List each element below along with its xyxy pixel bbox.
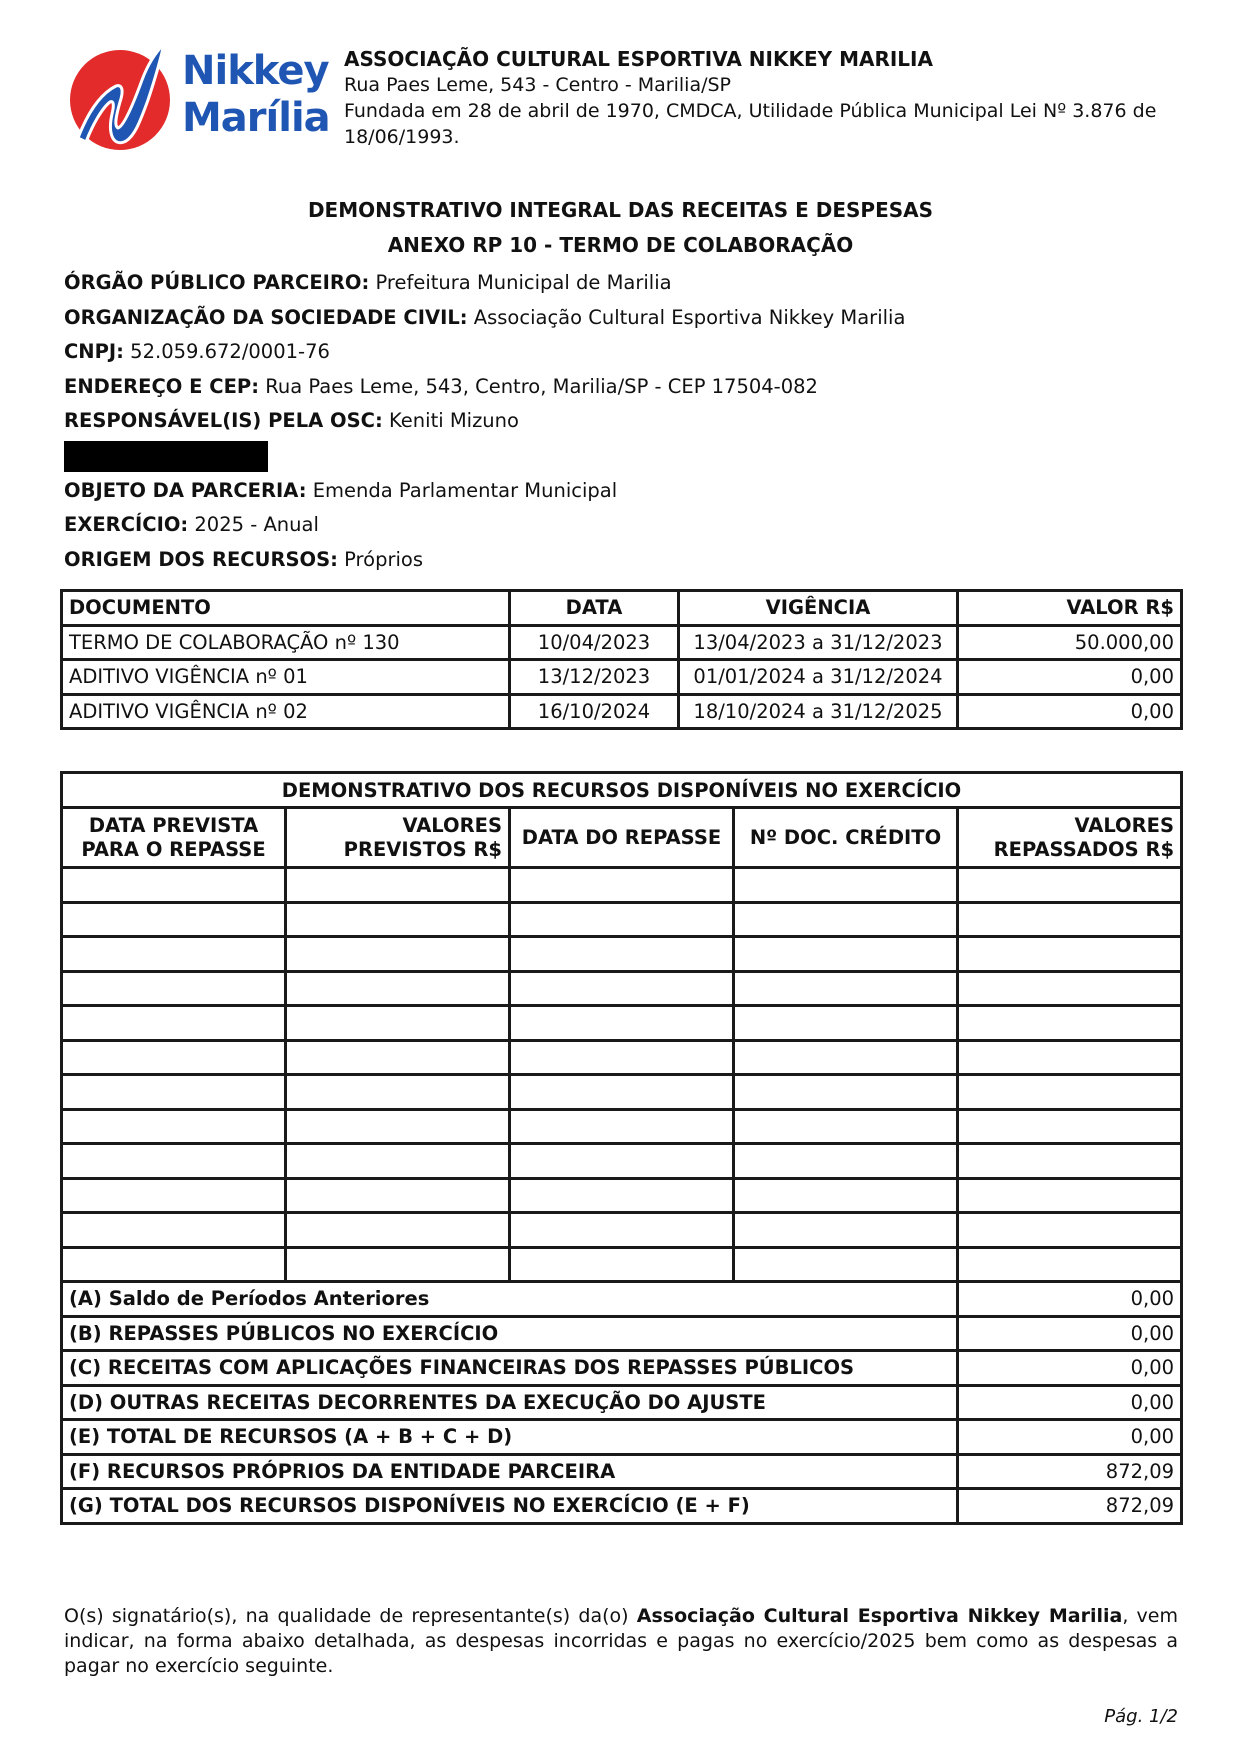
empty-cell bbox=[510, 1075, 734, 1110]
field-label: ÓRGÃO PÚBLICO PARCEIRO: bbox=[64, 271, 370, 294]
documents-table-header bbox=[62, 591, 1182, 626]
empty-cell bbox=[510, 1178, 734, 1213]
column-header: DATA DO REPASSE bbox=[510, 808, 734, 868]
column-header: VIGÊNCIA bbox=[679, 591, 958, 626]
empty-cell bbox=[734, 1075, 958, 1110]
summary-value: 0,00 bbox=[958, 1420, 1182, 1455]
organization-logo bbox=[64, 42, 336, 154]
empty-cell bbox=[958, 1144, 1182, 1179]
empty-cell bbox=[62, 868, 286, 903]
summary-value: 872,09 bbox=[958, 1489, 1182, 1524]
document-validity: 13/04/2023 a 31/12/2023 bbox=[679, 625, 958, 660]
empty-cell bbox=[510, 902, 734, 937]
column-header: DATA bbox=[510, 591, 679, 626]
empty-cell bbox=[510, 1006, 734, 1041]
note-text: , vem indicar, na forma abaixo detalhada, as despesas incorridas e pagas no exercício/2025 bem como as despesas a pagar no exercício seguinte. bbox=[64, 1605, 1178, 1677]
field-cnpj bbox=[64, 335, 905, 370]
empty-cell bbox=[286, 971, 510, 1006]
table-row bbox=[62, 868, 1182, 903]
column-header bbox=[62, 808, 286, 868]
empty-cell bbox=[958, 1178, 1182, 1213]
summary-row bbox=[62, 1420, 1182, 1455]
field-label: ENDEREÇO E CEP: bbox=[64, 374, 259, 398]
declaration-note bbox=[64, 1604, 1178, 1679]
empty-cell bbox=[958, 937, 1182, 972]
empty-cell bbox=[958, 971, 1182, 1006]
table-row bbox=[62, 660, 1182, 695]
empty-cell bbox=[958, 1040, 1182, 1075]
field-label: OBJETO DA PARCERIA: bbox=[64, 478, 307, 502]
field-label: RESPONSÁVEL(IS) PELA OSC: bbox=[64, 409, 383, 432]
empty-cell bbox=[62, 1213, 286, 1248]
empty-cell bbox=[958, 868, 1182, 903]
column-header: VALOR R$ bbox=[958, 591, 1182, 626]
summary-label: (D) OUTRAS RECEITAS DECORRENTES DA EXECUÇÃO DO AJUSTE bbox=[62, 1385, 958, 1420]
empty-cell bbox=[62, 902, 286, 937]
field-label: ORIGEM DOS RECURSOS: bbox=[64, 547, 338, 571]
table-row bbox=[62, 1075, 1182, 1110]
header-line: VALORES bbox=[402, 813, 502, 837]
field-label: ORGANIZAÇÃO DA SOCIEDADE CIVIL: bbox=[64, 305, 468, 329]
note-org-name: Associação Cultural Esportiva Nikkey Marilia bbox=[636, 1605, 1123, 1627]
empty-cell bbox=[734, 1213, 958, 1248]
empty-cell bbox=[510, 971, 734, 1006]
field-osc bbox=[64, 301, 905, 336]
resources-header-row bbox=[62, 808, 1182, 868]
empty-cell bbox=[62, 1040, 286, 1075]
field-objeto bbox=[64, 474, 905, 509]
table-row bbox=[62, 1178, 1182, 1213]
summary-label: (C) RECEITAS COM APLICAÇÕES FINANCEIRAS DOS REPASSES PÚBLICOS bbox=[62, 1351, 958, 1386]
empty-cell bbox=[286, 1109, 510, 1144]
page-number: Pág. 1/2 bbox=[1104, 1706, 1178, 1727]
summary-row bbox=[62, 1282, 1182, 1317]
field-label: CNPJ: bbox=[64, 340, 124, 363]
logo-emblem-icon bbox=[64, 42, 176, 154]
field-responsavel bbox=[64, 404, 905, 439]
redacted-block bbox=[64, 441, 268, 472]
field-exercicio bbox=[64, 508, 905, 543]
empty-cell bbox=[286, 1213, 510, 1248]
column-header: Nº DOC. CRÉDITO bbox=[734, 808, 958, 868]
empty-cell bbox=[958, 1075, 1182, 1110]
empty-cell bbox=[62, 1144, 286, 1179]
empty-cell bbox=[62, 1247, 286, 1282]
table-row bbox=[62, 1109, 1182, 1144]
organization-name: ASSOCIAÇÃO CULTURAL ESPORTIVA NIKKEY MARILIA bbox=[344, 47, 933, 71]
empty-cell bbox=[734, 868, 958, 903]
table-row bbox=[62, 1213, 1182, 1248]
empty-cell bbox=[734, 1144, 958, 1179]
empty-cell bbox=[958, 1247, 1182, 1282]
document-date: 10/04/2023 bbox=[510, 625, 679, 660]
document-date: 16/10/2024 bbox=[510, 694, 679, 729]
document-value: 50.000,00 bbox=[958, 625, 1182, 660]
summary-row bbox=[62, 1489, 1182, 1524]
field-value: Próprios bbox=[337, 547, 423, 571]
document-validity: 18/10/2024 a 31/12/2025 bbox=[679, 694, 958, 729]
note-text: O(s) signatário(s), na qualidade de representante(s) da(o) bbox=[64, 1605, 637, 1627]
summary-row bbox=[62, 1385, 1182, 1420]
empty-cell bbox=[510, 1213, 734, 1248]
column-header: DOCUMENTO bbox=[62, 591, 510, 626]
summary-value: 872,09 bbox=[958, 1454, 1182, 1489]
table-row bbox=[62, 1144, 1182, 1179]
resources-caption: DEMONSTRATIVO DOS RECURSOS DISPONÍVEIS NO EXERCÍCIO bbox=[62, 773, 1182, 808]
summary-label: (F) RECURSOS PRÓPRIOS DA ENTIDADE PARCEIRA bbox=[62, 1454, 958, 1489]
field-label: EXERCÍCIO: bbox=[64, 513, 189, 536]
document-name: ADITIVO VIGÊNCIA nº 01 bbox=[62, 660, 510, 695]
empty-cell bbox=[958, 1109, 1182, 1144]
document-subtitle: ANEXO RP 10 - TERMO DE COLABORAÇÃO bbox=[387, 233, 854, 257]
organization-header bbox=[344, 46, 1184, 150]
organization-founded-line1: Fundada em 28 de abril de 1970, CMDCA, Utilidade Pública Municipal Lei Nº 3.876 de bbox=[344, 100, 1157, 122]
empty-cell bbox=[510, 1040, 734, 1075]
table-row bbox=[62, 625, 1182, 660]
field-endereco bbox=[64, 370, 905, 405]
empty-cell bbox=[62, 1006, 286, 1041]
empty-cell bbox=[286, 1178, 510, 1213]
table-row bbox=[62, 1006, 1182, 1041]
table-row bbox=[62, 937, 1182, 972]
summary-row bbox=[62, 1316, 1182, 1351]
field-value: Prefeitura Municipal de Marilia bbox=[369, 271, 672, 294]
empty-cell bbox=[958, 1006, 1182, 1041]
summary-row bbox=[62, 1454, 1182, 1489]
resources-table bbox=[60, 771, 1183, 1525]
field-value: 2025 - Anual bbox=[188, 513, 319, 536]
table-row bbox=[62, 1247, 1182, 1282]
organization-address: Rua Paes Leme, 543 - Centro - Marilia/SP bbox=[344, 74, 732, 96]
documents-table bbox=[60, 589, 1183, 730]
empty-cell bbox=[510, 868, 734, 903]
organization-founded-line2: 18/06/1993. bbox=[344, 126, 460, 148]
empty-cell bbox=[734, 1109, 958, 1144]
document-title: DEMONSTRATIVO INTEGRAL DAS RECEITAS E DESPESAS bbox=[307, 198, 934, 222]
logo-text-line1: Nikkey bbox=[182, 48, 329, 94]
summary-label: (A) Saldo de Períodos Anteriores bbox=[62, 1282, 958, 1317]
table-row bbox=[62, 902, 1182, 937]
summary-value: 0,00 bbox=[958, 1316, 1182, 1351]
empty-cell bbox=[62, 971, 286, 1006]
summary-label: (G) TOTAL DOS RECURSOS DISPONÍVEIS NO EXERCÍCIO (E + F) bbox=[62, 1489, 958, 1524]
header-line: VALORES bbox=[1074, 813, 1175, 837]
field-value: Rua Paes Leme, 543, Centro, Marilia/SP - CEP 17504-082 bbox=[259, 374, 818, 398]
resources-caption-row bbox=[62, 773, 1182, 808]
column-header bbox=[286, 808, 510, 868]
summary-value: 0,00 bbox=[958, 1385, 1182, 1420]
summary-row bbox=[62, 1351, 1182, 1386]
column-header bbox=[958, 808, 1182, 868]
document-name: ADITIVO VIGÊNCIA nº 02 bbox=[62, 694, 510, 729]
field-value: Associação Cultural Esportiva Nikkey Marilia bbox=[467, 305, 906, 329]
field-value: 52.059.672/0001-76 bbox=[123, 340, 330, 363]
empty-cell bbox=[734, 1178, 958, 1213]
empty-cell bbox=[286, 868, 510, 903]
empty-cell bbox=[62, 937, 286, 972]
field-origem bbox=[64, 543, 905, 578]
empty-cell bbox=[734, 1006, 958, 1041]
header-line: PARA O REPASSE bbox=[81, 837, 266, 861]
empty-cell bbox=[958, 902, 1182, 937]
field-value: Emenda Parlamentar Municipal bbox=[306, 478, 618, 502]
table-row bbox=[62, 1040, 1182, 1075]
field-value: Keniti Mizuno bbox=[382, 409, 519, 432]
empty-cell bbox=[734, 937, 958, 972]
empty-cell bbox=[734, 1247, 958, 1282]
empty-cell bbox=[286, 1247, 510, 1282]
empty-cell bbox=[510, 1109, 734, 1144]
header-line: PREVISTOS R$ bbox=[343, 837, 502, 861]
summary-label: (E) TOTAL DE RECURSOS (A + B + C + D) bbox=[62, 1420, 958, 1455]
summary-value: 0,00 bbox=[958, 1282, 1182, 1317]
header-line: REPASSADOS R$ bbox=[993, 837, 1175, 861]
empty-cell bbox=[734, 902, 958, 937]
empty-cell bbox=[734, 971, 958, 1006]
document-date: 13/12/2023 bbox=[510, 660, 679, 695]
document-value: 0,00 bbox=[958, 660, 1182, 695]
empty-cell bbox=[286, 937, 510, 972]
empty-cell bbox=[286, 1040, 510, 1075]
empty-cell bbox=[62, 1178, 286, 1213]
logo-text-line2: Marília bbox=[182, 95, 330, 141]
empty-cell bbox=[734, 1040, 958, 1075]
empty-cell bbox=[286, 1075, 510, 1110]
empty-cell bbox=[62, 1109, 286, 1144]
table-row bbox=[62, 694, 1182, 729]
empty-cell bbox=[510, 1144, 734, 1179]
partnership-fields bbox=[64, 266, 905, 577]
summary-value: 0,00 bbox=[958, 1351, 1182, 1386]
document-validity: 01/01/2024 a 31/12/2024 bbox=[679, 660, 958, 695]
empty-cell bbox=[958, 1213, 1182, 1248]
document-value: 0,00 bbox=[958, 694, 1182, 729]
header-line: DATA PREVISTA bbox=[88, 813, 259, 837]
empty-cell bbox=[510, 1247, 734, 1282]
empty-cell bbox=[510, 937, 734, 972]
empty-cell bbox=[286, 1006, 510, 1041]
document-name: TERMO DE COLABORAÇÃO nº 130 bbox=[62, 625, 510, 660]
empty-cell bbox=[286, 1144, 510, 1179]
empty-cell bbox=[286, 902, 510, 937]
summary-label: (B) REPASSES PÚBLICOS NO EXERCÍCIO bbox=[62, 1316, 958, 1351]
table-row bbox=[62, 971, 1182, 1006]
empty-cell bbox=[62, 1075, 286, 1110]
field-orgao bbox=[64, 266, 905, 301]
